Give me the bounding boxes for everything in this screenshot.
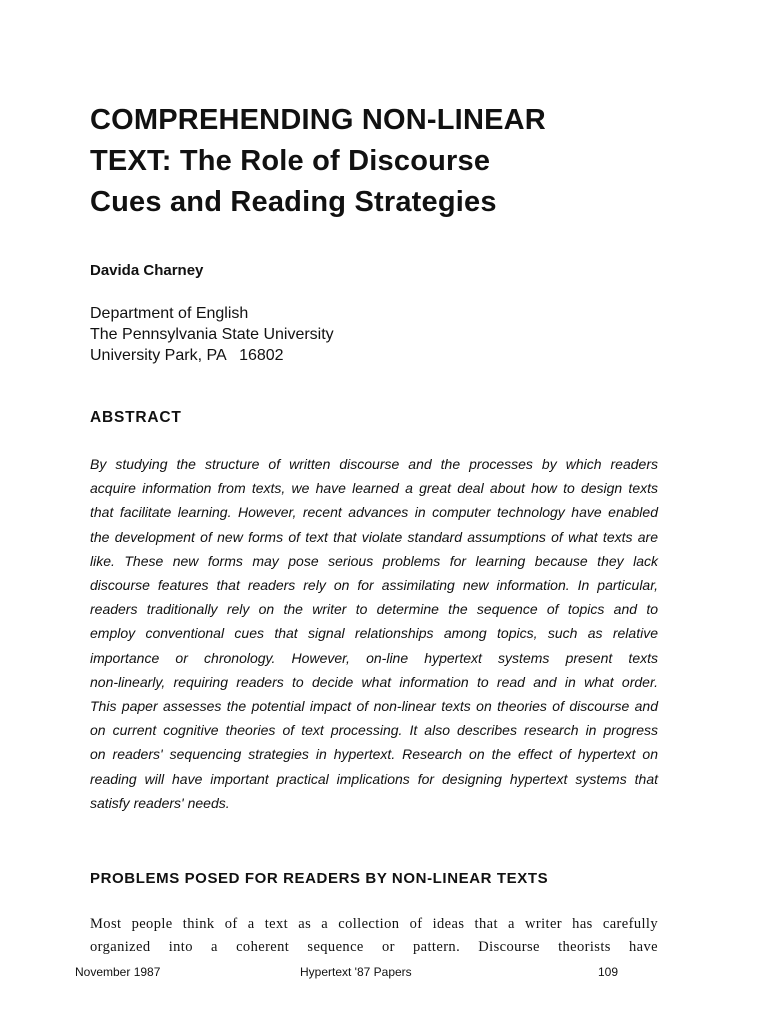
abstract-line: that facilitate learning. However, recent advances in computer technology have enabled [90,504,658,521]
affiliation-line: Department of English [90,305,249,322]
paper-title [90,100,650,223]
body-line: Most people think of a text as a collection of ideas that a writer has carefully [90,916,658,932]
abstract-line: acquire information from texts, we have learned a great deal about how to design texts [90,480,658,497]
abstract-line: This paper assesses the potential impact of non-linear texts on theories of discourse and [90,698,658,715]
abstract-line: the development of new forms of text that violate standard assumptions of what texts are [90,528,658,545]
abstract-line: like. These new forms may pose serious problems for learning because they lack [90,552,658,569]
abstract-line: on current cognitive theories of text processing. It also describes research in progress [90,722,658,739]
footer-date: November 1987 [75,965,161,979]
page-number: 109 [598,965,619,979]
affiliation-line: The Pennsylvania State University [90,326,334,343]
title-line: Cues and Reading Strategies [90,186,497,218]
title-line: TEXT: The Role of Discourse [90,145,491,177]
abstract-line: reading will have important practical implications for designing hypertext systems that [90,770,658,787]
footer-venue: Hypertext '87 Papers [300,965,412,979]
section-body [90,913,658,959]
abstract-line: employ conventional cues that signal relationships among topics, such as relative [90,625,658,642]
abstract-heading: ABSTRACT [90,409,182,426]
abstract-line: discourse features that readers rely on for assimilating new information. In particular, [90,577,658,594]
abstract-line: readers traditionally rely on the writer to determine the sequence of topics and to [90,601,658,618]
affiliation-line: University Park, PA 16802 [90,347,284,364]
author-name: Davida Charney [90,262,204,279]
abstract-line: on readers' sequencing strategies in hypertext. Research on the effect of hypertext on [90,746,658,763]
title-line: COMPREHENDING NON-LINEAR [90,104,546,136]
abstract-line: non-linearly, requiring readers to decide what information to read and in what order. [90,673,658,690]
abstract-line: importance or chronology. However, on-line hypertext systems present texts [90,649,658,666]
body-line: organized into a coherent sequence or pattern. Discourse theorists have [90,939,658,955]
abstract-line: By studying the structure of written discourse and the processes by which readers [90,456,658,472]
section-heading: PROBLEMS POSED FOR READERS BY NON-LINEAR TEXTS [90,870,549,887]
author-affiliation [90,303,334,366]
abstract-line: satisfy readers' needs. [90,794,230,811]
abstract-body [90,452,658,815]
